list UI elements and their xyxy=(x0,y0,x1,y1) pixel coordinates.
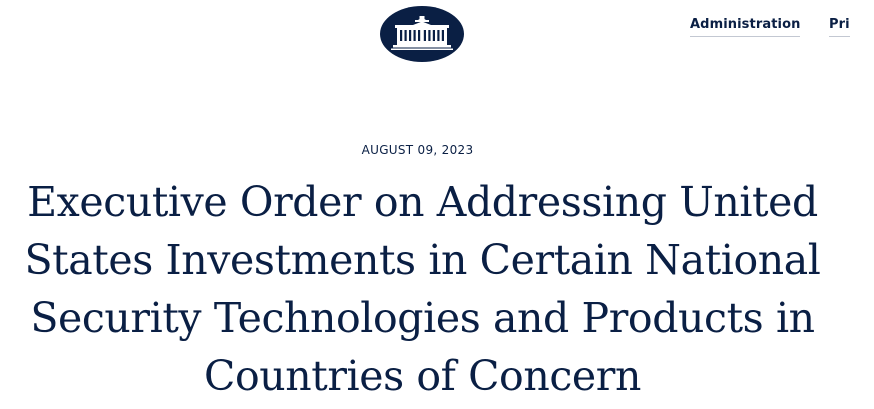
nav-link-priorities[interactable]: Pri xyxy=(829,17,850,37)
page-title: Executive Order on Addressing United States Investments in Certain National Security Technologies and Products in Countries of Concern xyxy=(24,178,821,400)
article-date: AUGUST 09, 2023 xyxy=(361,143,474,157)
white-house-logo-icon[interactable] xyxy=(380,6,464,62)
site-header xyxy=(0,0,850,70)
nav-link-administration[interactable]: Administration xyxy=(690,17,800,37)
primary-nav xyxy=(690,15,874,37)
